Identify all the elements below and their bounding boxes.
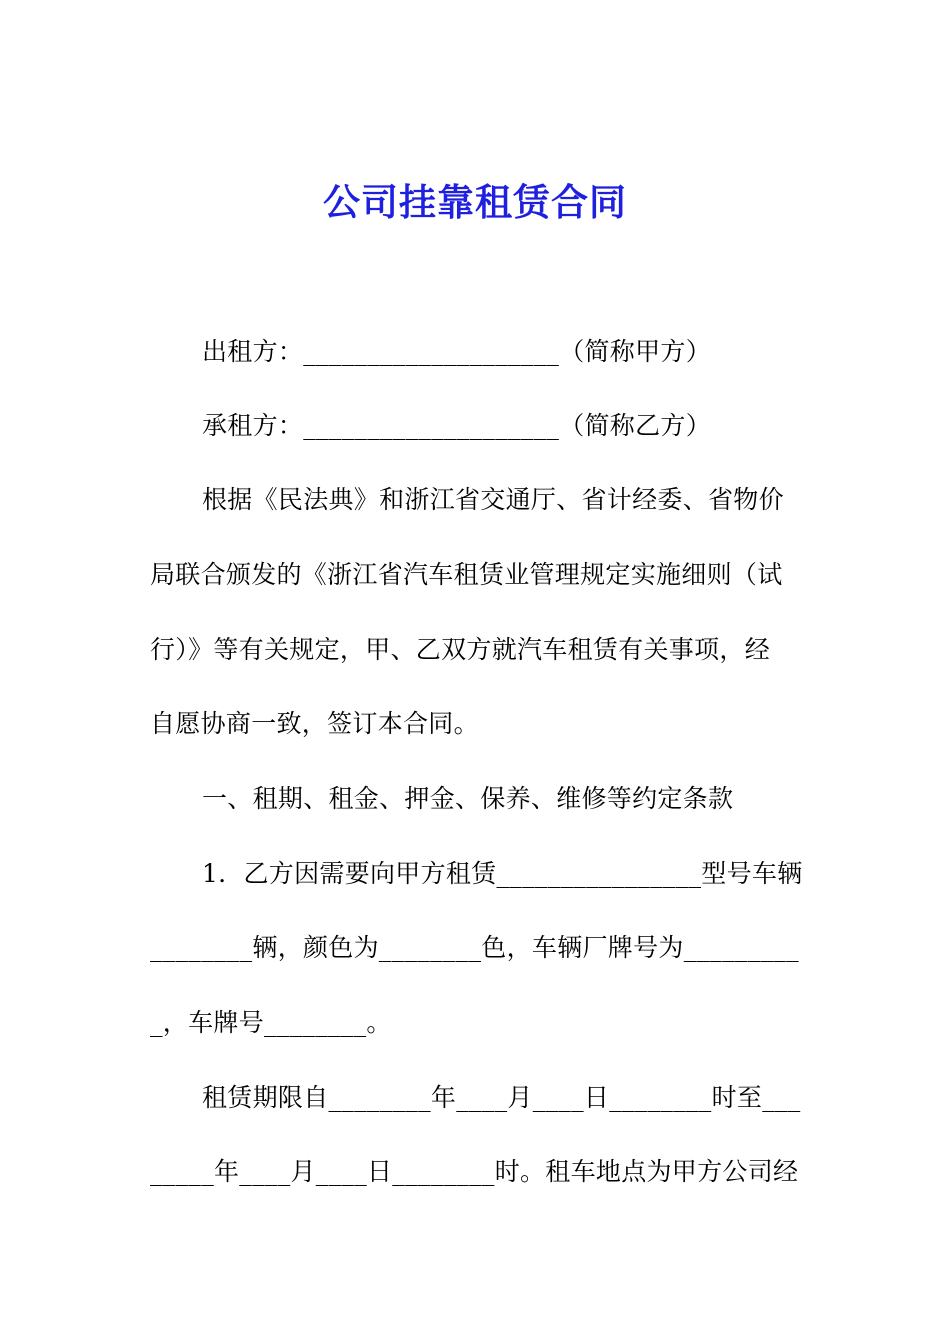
paragraph-line: 局联合颁发的《浙江省汽车租赁业管理规定实施细则（试 [150,560,783,589]
paragraph-line: 行）》等有关规定，甲、乙双方就汽车租赁有关事项，经 [150,635,771,664]
clause-line: 租赁期限自________年____月____日________时至___ [202,1083,801,1112]
lessor-line: 出租方：____________________（简称甲方） [202,337,712,366]
document-title: 公司挂靠租赁合同 [323,180,627,224]
section-heading: 一、租期、租金、押金、保养、维修等约定条款 [202,784,734,813]
paragraph-line: 根据《民法典》和浙江省交通厅、省计经委、省物价 [202,485,784,514]
clause-line: _____年____月____日________时。租车地点为甲方公司经 [150,1157,799,1186]
clause-line: _，车牌号________。 [150,1008,392,1037]
lessee-line: 承租方：____________________（简称乙方） [202,411,712,440]
clause-line: 1．乙方因需要向甲方租赁________________型号车辆 [202,859,803,888]
clause-line: ________辆，颜色为________色，车辆厂牌号为_________ [150,933,799,962]
paragraph-line: 自愿协商一致，签订本合同。 [150,709,479,738]
